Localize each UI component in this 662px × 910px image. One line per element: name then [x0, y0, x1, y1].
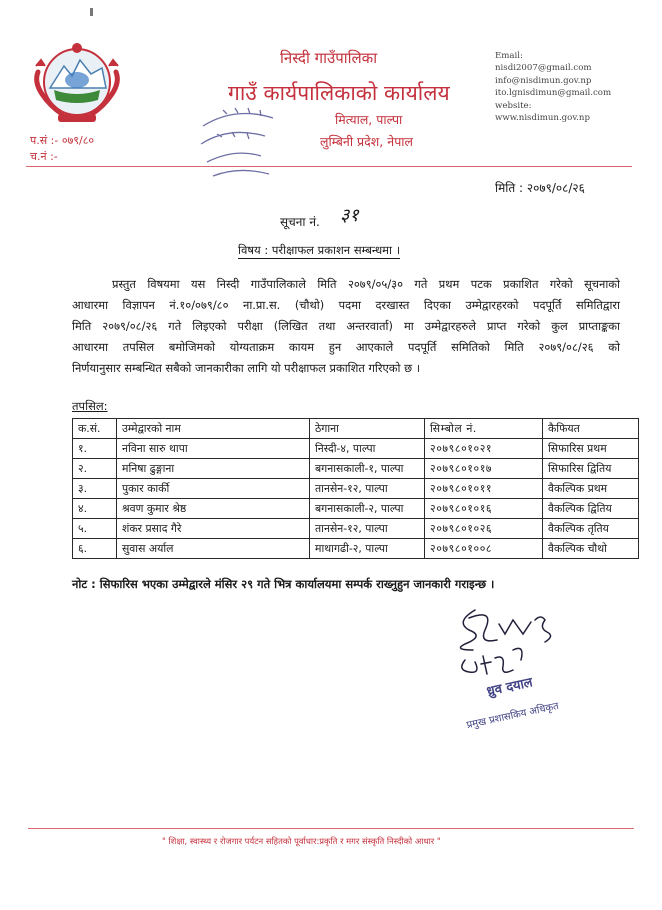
- signature-icon: [425, 600, 595, 735]
- cell-symbol: २०७९८०१०२१: [425, 439, 543, 459]
- website: www.nisdimun.gov.np: [495, 113, 590, 124]
- office-place: मित्याल, पाल्पा: [335, 112, 403, 127]
- cell-remarks: सिफारिस द्वितिय: [543, 459, 639, 479]
- office-title: गाउँ कार्यपालिकाको कार्यालय: [228, 81, 450, 105]
- cell-name: श्रवण कुमार श्रेष्ठ: [117, 499, 310, 519]
- table-row: [73, 519, 639, 539]
- cell-address: निस्दी-४, पाल्पा: [310, 439, 425, 459]
- table-row: [73, 539, 639, 559]
- header-symbol: सिम्बोल नं.: [425, 419, 543, 439]
- note-line: नोट : सिफारिस भएका उम्मेद्वारले मंसिर २९ गते भित्र कार्यालयमा सम्पर्क राख्नुहुन जानकारी गराइन्छ ।: [72, 577, 495, 591]
- notice-label: सूचना नं.: [280, 215, 320, 229]
- cell-sn: ५.: [73, 519, 117, 539]
- table-row: [73, 459, 639, 479]
- reference-chn: च.नं :-: [30, 150, 58, 163]
- cell-remarks: वैकल्पिक तृतिय: [543, 519, 639, 539]
- signer-title: प्रमुख प्रशासकिय अधिकृत: [465, 700, 560, 732]
- cell-address: तानसेन-१२, पाल्पा: [310, 479, 425, 499]
- paragraph-line: आधारमा विज्ञापन नं.१०/०७९/८० ना.प्रा.स. (चौथो) पदमा दरखास्त दिएका उम्मेद्वारहरको पदपूर्ति समितिद्वारा: [72, 298, 620, 312]
- cell-name: सुवास अर्याल: [117, 539, 310, 559]
- website-label: website:: [495, 100, 532, 111]
- cell-name: पुकार कार्की: [117, 479, 310, 499]
- cell-sn: २.: [73, 459, 117, 479]
- table-header-row: [73, 419, 639, 439]
- cell-name: मनिषा ढुङ्गाना: [117, 459, 310, 479]
- footer-divider: [28, 828, 634, 829]
- cell-symbol: २०७९८०१००८: [425, 539, 543, 559]
- cell-sn: ६.: [73, 539, 117, 559]
- header-divider: [26, 166, 632, 167]
- scan-mark: [90, 8, 93, 16]
- email-1: nisdi2007@gmail.com: [495, 63, 592, 74]
- cell-symbol: २०७९८०१०२६: [425, 519, 543, 539]
- subject-text: विषय : परीक्षाफल प्रकाशन सम्बन्धमा ।: [238, 243, 401, 257]
- tapasil-heading: तपसिल:: [72, 399, 108, 413]
- cell-name: शंकर प्रसाद गैरे: [117, 519, 310, 539]
- cell-address: बगनासकाली-२, पाल्पा: [310, 499, 425, 519]
- contact-block: [495, 50, 611, 124]
- cell-remarks: वैकल्पिक द्वितिय: [543, 499, 639, 519]
- header-address: ठेगाना: [310, 419, 425, 439]
- cell-remarks: वैकल्पिक प्रथम: [543, 479, 639, 499]
- paragraph-line: आधारमा तपसिल बमोजिमको योग्यताक्रम कायम हुन आएकाले पदपूर्ति समितिको मिति २०७९/०८/२६ को: [72, 340, 620, 354]
- nepal-emblem-icon: [28, 36, 126, 128]
- cell-address: माथागढी-२, पाल्पा: [310, 539, 425, 559]
- cell-address: बगनासकाली-१, पाल्पा: [310, 459, 425, 479]
- date-line: मिति : २०७९/०८/२६: [495, 181, 585, 195]
- footer-motto: " शिक्षा, स्वास्थ्य र रोजगार पर्यटन सहितको पूर्वाधार:प्रकृति र मगर संस्कृति निस्दीको आधार ": [162, 836, 441, 846]
- email-label: Email:: [495, 51, 523, 61]
- table-row: [73, 439, 639, 459]
- cell-sn: १.: [73, 439, 117, 459]
- cell-symbol: २०७९८०१०१६: [425, 499, 543, 519]
- header-remarks: कैफियत: [543, 419, 639, 439]
- cell-remarks: सिफारिस प्रथम: [543, 439, 639, 459]
- header-sn: क.सं.: [73, 419, 117, 439]
- office-name: निस्दी गाउँपालिका: [280, 49, 378, 67]
- email-2: info@nisdimun.gov.np: [495, 75, 592, 86]
- cell-sn: ३.: [73, 479, 117, 499]
- table-row: [73, 499, 639, 519]
- paragraph-line: मिति २०७९/०८/२६ गते लिइएको परीक्षा (लिखित तथा अन्तरवार्ता) मा उम्मेद्वारहरुले प्राप्त गरेको कुल प्राप्ताङ्कका: [72, 319, 620, 333]
- paragraph-line: निर्णयानुसार सम्बन्धित सबैको जानकारीका लागि यो परीक्षाफल प्रकाशित गरिएको छ ।: [72, 361, 421, 375]
- result-table: [72, 418, 639, 559]
- paragraph-line: प्रस्तुत विषयमा यस निस्दी गाउँपालिकाले मिति २०७९/०५/३० गते प्रथम पटक प्रकाशित गरेको सूचनाको: [112, 277, 620, 291]
- email-3: ito.lgnisdimun@gmail.com: [495, 88, 612, 99]
- cell-sn: ४.: [73, 499, 117, 519]
- table-row: [73, 479, 639, 499]
- office-seal-stamp-icon: [195, 96, 315, 184]
- cell-symbol: २०७९८०१०१७: [425, 459, 543, 479]
- office-province: लुम्बिनी प्रदेश, नेपाल: [320, 134, 414, 149]
- cell-address: तानसेन-१२, पाल्पा: [310, 519, 425, 539]
- reference-ps: प.सं :- ०७९/८०: [30, 134, 95, 147]
- cell-name: नविना सारु थापा: [117, 439, 310, 459]
- subject-line: [238, 243, 400, 258]
- notice-number: ३१: [340, 205, 359, 226]
- signer-name: ध्रुव दयाल: [485, 675, 535, 700]
- cell-symbol: २०७९८०१०११: [425, 479, 543, 499]
- header-name: उम्मेद्वारको नाम: [117, 419, 310, 439]
- notice-paragraph: [72, 274, 620, 379]
- cell-remarks: वैकल्पिक चौथो: [543, 539, 639, 559]
